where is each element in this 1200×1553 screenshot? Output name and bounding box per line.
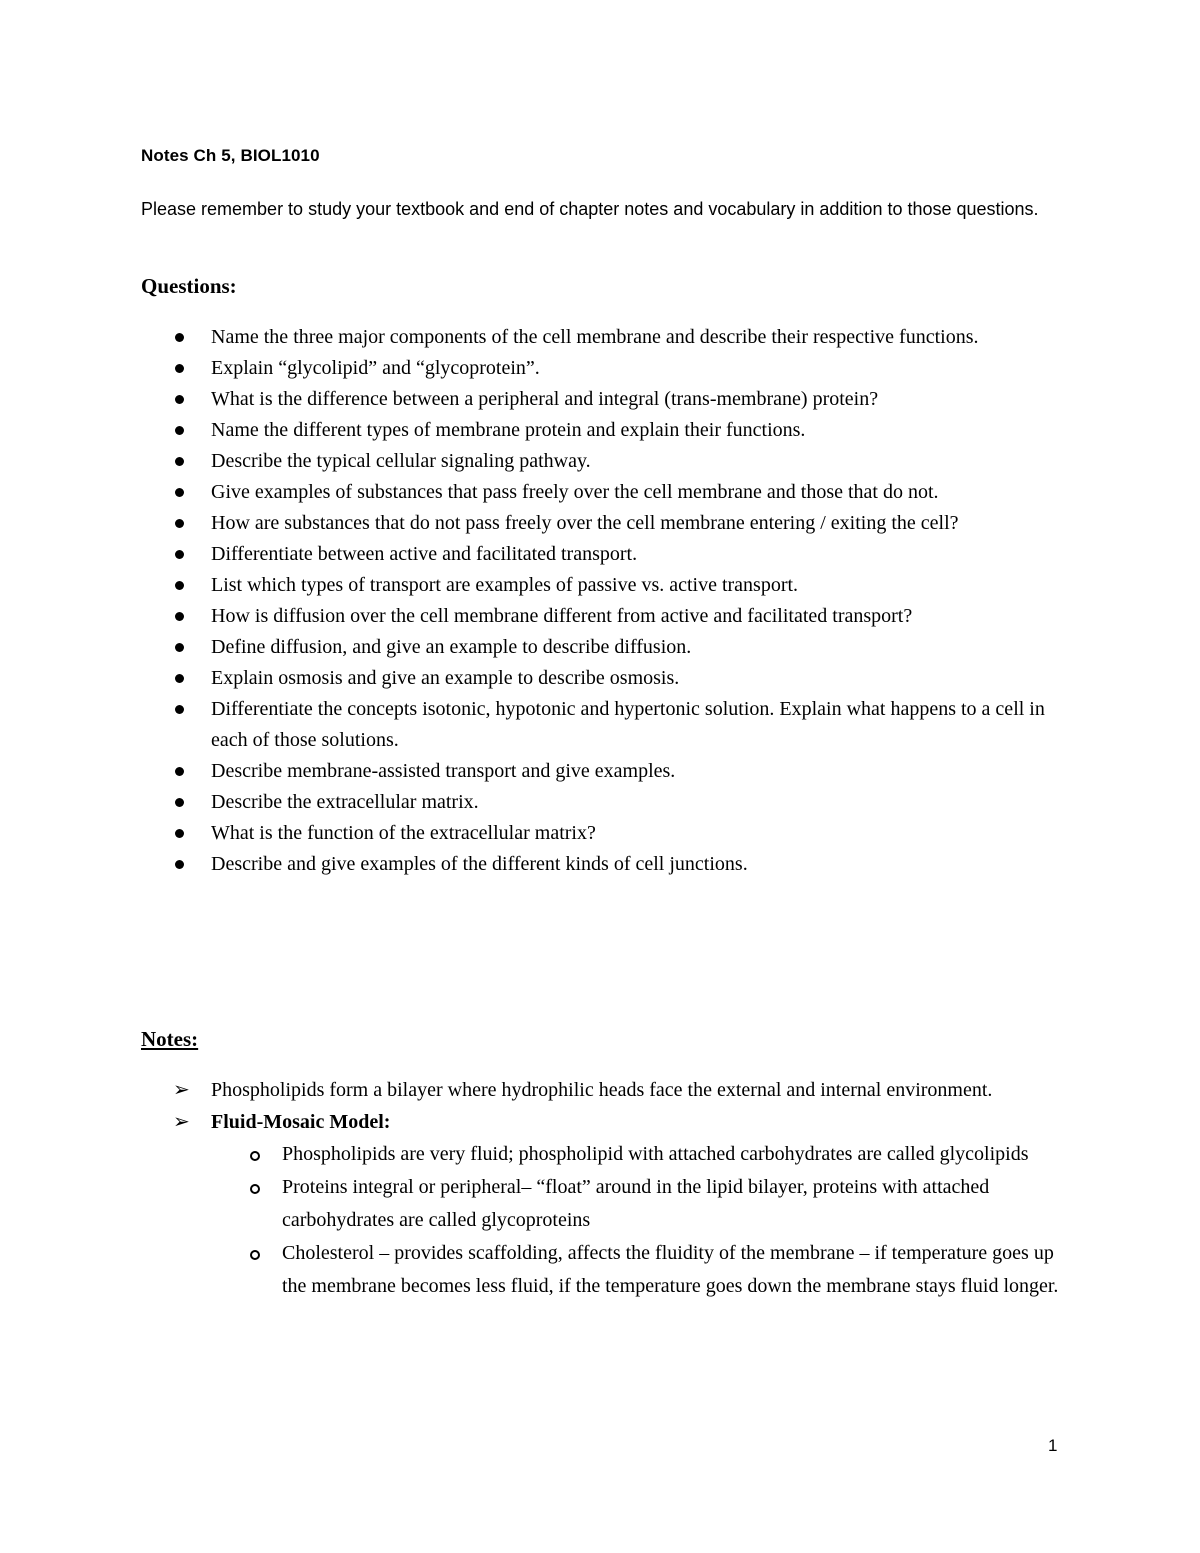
arrow-bullet-icon: ➢ xyxy=(173,1111,190,1133)
document-title: Notes Ch 5, BIOL1010 xyxy=(141,146,320,165)
bullet-icon xyxy=(175,550,184,559)
notes-list xyxy=(141,1075,1061,1304)
question-text: Name the different types of membrane protein and explain their functions. xyxy=(211,419,806,441)
sublist-item xyxy=(211,1171,1061,1237)
bullet-icon xyxy=(175,860,184,869)
notes-heading: Notes: xyxy=(141,1027,199,1051)
question-text: Differentiate the concepts isotonic, hypotonic and hypertonic solution. Explain what happens to a cell in each of those solutions. xyxy=(211,698,1045,751)
question-text: Explain “glycolipid” and “glycoprotein”. xyxy=(211,357,540,379)
list-item xyxy=(141,353,1061,384)
subnote-text: Cholesterol – provides scaffolding, affects the fluidity of the membrane – if temperature goes up the membrane becomes less fluid, if the temperature goes down the membrane stays fluid longer. xyxy=(282,1242,1059,1297)
note-subheading: Fluid-Mosaic Model: xyxy=(211,1111,391,1133)
list-item xyxy=(141,477,1061,508)
list-item xyxy=(141,694,1061,756)
bullet-icon xyxy=(175,457,184,466)
bullet-icon xyxy=(175,488,184,497)
question-text: Define diffusion, and give an example to describe diffusion. xyxy=(211,636,692,658)
list-item xyxy=(141,818,1061,849)
question-text: List which types of transport are examples of passive vs. active transport. xyxy=(211,574,799,596)
question-text: Describe the typical cellular signaling pathway. xyxy=(211,450,591,472)
bullet-icon xyxy=(175,426,184,435)
ring-bullet-icon xyxy=(250,1250,260,1260)
list-item xyxy=(141,663,1061,694)
list-item xyxy=(141,849,1061,880)
bullet-icon xyxy=(175,798,184,807)
question-text: Give examples of substances that pass freely over the cell membrane and those that do not. xyxy=(211,481,939,503)
bullet-icon xyxy=(175,333,184,342)
list-item xyxy=(141,632,1061,663)
list-item xyxy=(141,1107,1061,1303)
page-number: 1 xyxy=(1048,1436,1058,1455)
question-text: How is diffusion over the cell membrane different from active and facilitated transport? xyxy=(211,605,913,627)
bullet-icon xyxy=(175,674,184,683)
question-text: Describe and give examples of the different kinds of cell junctions. xyxy=(211,853,748,875)
bullet-icon xyxy=(175,519,184,528)
list-item xyxy=(141,322,1061,353)
ring-bullet-icon xyxy=(250,1184,260,1194)
bullet-icon xyxy=(175,395,184,404)
list-item xyxy=(141,1075,1061,1106)
subnote-text: Proteins integral or peripheral– “float” around in the lipid bilayer, proteins with attached carbohydrates are called glycoproteins xyxy=(282,1176,990,1231)
list-item xyxy=(141,601,1061,632)
bullet-icon xyxy=(175,705,184,714)
list-item xyxy=(141,756,1061,787)
questions-list xyxy=(141,322,1061,880)
bullet-icon xyxy=(175,364,184,373)
note-text: Phospholipids form a bilayer where hydrophilic heads face the external and internal environment. xyxy=(211,1079,993,1101)
list-item xyxy=(141,570,1061,601)
questions-heading: Questions: xyxy=(141,274,237,298)
question-text: Explain osmosis and give an example to describe osmosis. xyxy=(211,667,680,689)
subnote-text: Phospholipids are very fluid; phospholipid with attached carbohydrates are called glycolipids xyxy=(282,1143,1029,1165)
bullet-icon xyxy=(175,612,184,621)
question-text: Name the three major components of the cell membrane and describe their respective functions. xyxy=(211,326,979,348)
question-text: Describe the extracellular matrix. xyxy=(211,791,479,813)
list-item xyxy=(141,787,1061,818)
bullet-icon xyxy=(175,829,184,838)
question-text: Differentiate between active and facilitated transport. xyxy=(211,543,638,565)
bullet-icon xyxy=(175,767,184,776)
question-text: What is the function of the extracellular matrix? xyxy=(211,822,596,844)
ring-bullet-icon xyxy=(250,1151,260,1161)
list-item xyxy=(141,539,1061,570)
question-text: Describe membrane-assisted transport and give examples. xyxy=(211,760,676,782)
sublist-item xyxy=(211,1237,1061,1303)
arrow-bullet-icon: ➢ xyxy=(173,1079,190,1101)
list-item xyxy=(141,508,1061,539)
question-text: How are substances that do not pass freely over the cell membrane entering / exiting the cell? xyxy=(211,512,959,534)
bullet-icon xyxy=(175,643,184,652)
intro-paragraph: Please remember to study your textbook and end of chapter notes and vocabulary in addition to those questions. xyxy=(141,199,1039,219)
question-text: What is the difference between a peripheral and integral (trans-membrane) protein? xyxy=(211,388,879,410)
notes-sublist xyxy=(211,1138,1061,1303)
sublist-item xyxy=(211,1138,1061,1171)
list-item xyxy=(141,384,1061,415)
list-item xyxy=(141,415,1061,446)
list-item xyxy=(141,446,1061,477)
bullet-icon xyxy=(175,581,184,590)
